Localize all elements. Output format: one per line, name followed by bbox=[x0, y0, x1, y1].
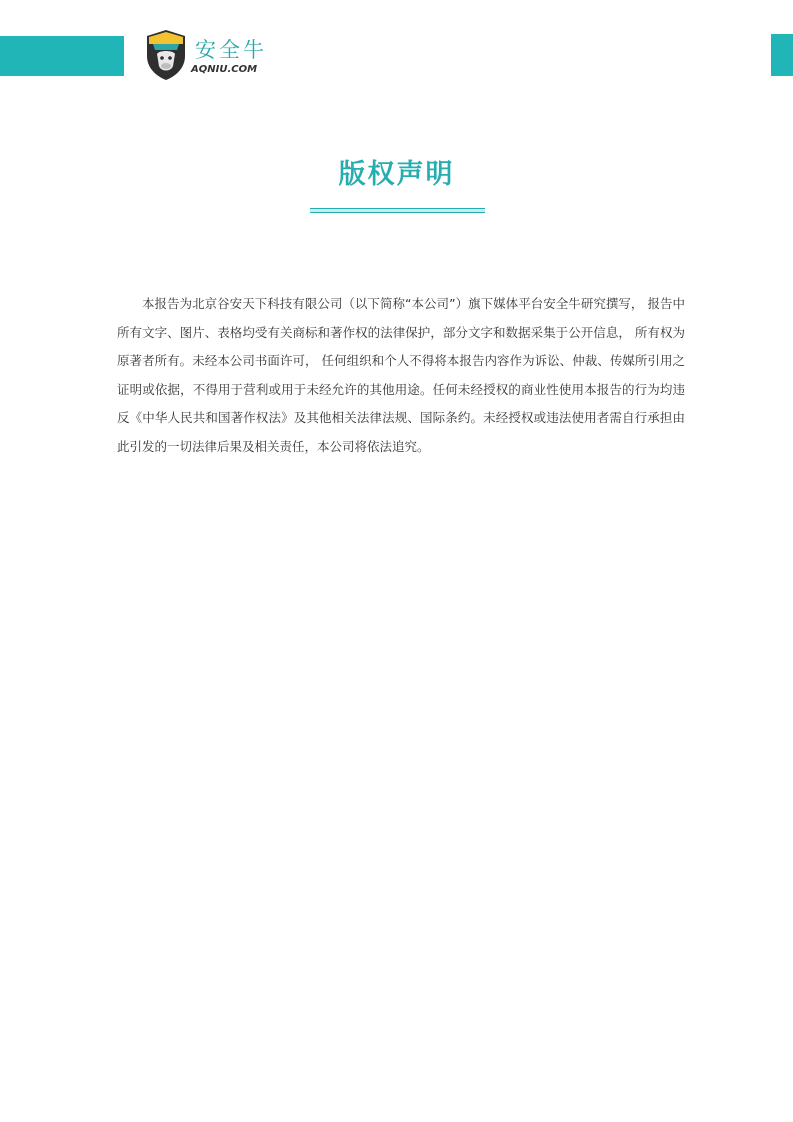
logo-text-en: AQNIU.COM bbox=[191, 64, 258, 75]
bull-shield-icon bbox=[145, 28, 187, 82]
page-title: 版权声明 bbox=[338, 159, 455, 190]
title-underline bbox=[310, 208, 485, 213]
header-accent-bar-left bbox=[0, 36, 124, 76]
header-accent-bar-right bbox=[771, 34, 793, 76]
logo bbox=[145, 28, 265, 84]
copyright-paragraph: 本报告为北京谷安天下科技有限公司（以下简称“本公司”）旗下媒体平台安全牛研究撰写， 报告中所有文字、图片、表格均受有关商标和著作权的法律保护，部分文字和数据采集于公开信息， 所有权为原著者所有。未经本公司书面许可， 任何组织和个人不得将本报告内容作为诉讼、仲裁、传媒所引用之证明或依据，不得用于营利或用于未经允许的其他用途。任何未经授权的商业性使用本报告的行为均违反《中华人民共和国著作权法》及其他相关法律法规、国际条约。未经授权或违法使用者需自行承担由此引发的一切法律后果及相关责任，本公司将依法追究。 bbox=[117, 296, 685, 454]
logo-text-cn: 安全牛 bbox=[195, 38, 267, 62]
